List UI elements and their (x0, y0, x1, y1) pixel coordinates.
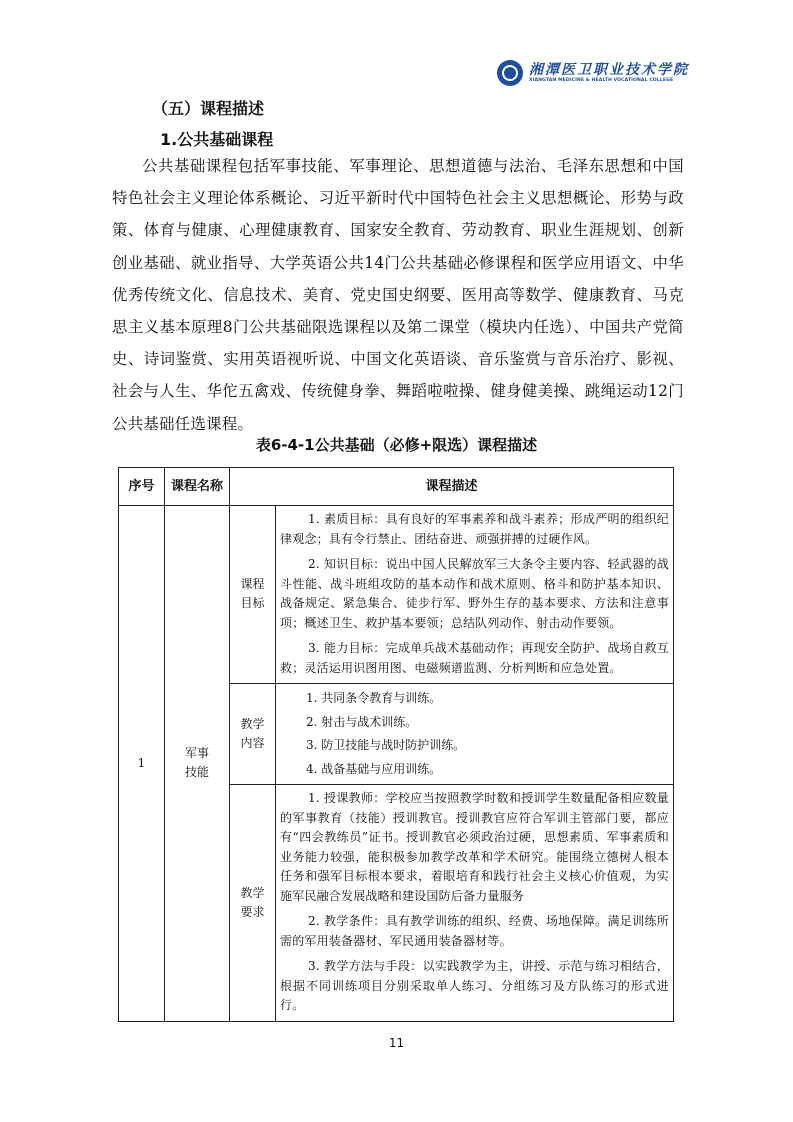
content-item: 1. 共同条令教育与训练。 (306, 691, 442, 705)
table-row (119, 506, 674, 684)
course-description-table (118, 467, 674, 1022)
requirement-item: 2. 教学条件：具有教学训练的组织、经费、场地保障。满足训练所需的军用装备器材、军民通用装备器材等。 (280, 914, 669, 948)
school-name-en: XIANGTAN MEDICINE & HEALTH VOCATIONAL COLLEGE (529, 78, 674, 83)
section-title: （五）课程描述 (152, 99, 265, 118)
subsection-title: 1.公共基础课程 (160, 130, 274, 149)
header-name: 课程名称 (165, 468, 230, 506)
goal-item: 2. 知识目标：说出中国人民解放军三大条令主要内容、轻武器的战斗性能、战斗班组攻防的基本动作和战术原则、格斗和防护基本知识、战备规定、紧急集合、徒步行军、野外生存的基本要求、方法和注意事项；概述卫生、救护基本要领；总结队列动作、射击动作要领。 (280, 557, 669, 630)
table-caption: 表6-4-1公共基础（必修+限选）课程描述 (255, 436, 538, 454)
section-label-content: 教学内容 (230, 684, 276, 785)
goal-item: 3. 能力目标：完成单兵战术基础动作；再现安全防护、战场自救互救；灵活运用识图用图、电磁频谱监测、分析判断和应急处置。 (280, 641, 669, 675)
header-desc: 课程描述 (230, 468, 674, 506)
page-number: 11 (388, 1036, 405, 1050)
content-cell (276, 684, 674, 785)
school-seal-icon (497, 60, 523, 86)
row-course-name (165, 506, 230, 1022)
header-no: 序号 (119, 468, 165, 506)
goal-item: 1. 素质目标：具有良好的军事素养和战斗素养；形成严明的组织纪律观念；具有令行禁止、团结奋进、顽强拼搏的过硬作风。 (280, 512, 669, 546)
table-header-row (119, 468, 674, 506)
section-label-goals: 课程目标 (230, 506, 276, 684)
section-label-requirements: 教学要求 (230, 785, 276, 1022)
row-no: 1 (119, 506, 165, 1022)
goals-cell (276, 506, 674, 684)
school-name-cn: 湘潭医卫职业技术学院 (529, 62, 689, 78)
content-item: 4. 战备基础与应用训练。 (306, 761, 442, 776)
school-logo (497, 60, 689, 86)
intro-paragraph: 公共基础课程包括军事技能、军事理论、思想道德与法治、毛泽东思想和中国特色社会主义理论体系概论、习近平新时代中国特色社会主义思想概论、形势与政策、体育与健康、心理健康教育、国家安全教育、劳动教育、职业生涯规划、创新创业基础、就业指导、大学英语公共14门公共基础必修课程和医学应用语文、中华优秀传统文化、信息技术、美育、党史国史纲要、医用高等数学、健康教育、马克思主义基本原理8门公共基础限选课程以及第二课堂（模块内任选）、中国共产党简史、诗词鉴赏、实用英语视听说、中国文化英语谈、音乐鉴赏与音乐治疗、影视、社会与人生、华佗五禽戏、传统健身拳、舞蹈啦啦操、健身健美操、跳绳运动12门公共基础任选课程。 (112, 157, 684, 433)
content-item: 2. 射击与战术训练。 (306, 714, 418, 729)
content-item: 3. 防卫技能与战时防护训练。 (306, 738, 466, 752)
course-name-text: 军事技能 (184, 746, 209, 779)
requirement-item: 3. 教学方法与手段：以实践教学为主，讲授、示范与练习相结合，根据不同训练项目分别采取单人练习、分组练习及方队练习的形式进行。 (280, 959, 669, 1012)
requirements-cell (276, 785, 674, 1022)
requirement-item: 1. 授课教师：学校应当按照教学时数和授训学生数量配备相应数量的军事教育（技能）授训教官。授训教官应符合军训主管部门要，都应有“四会教练员”证书。授训教官必须政治过硬，思想素质、军事素质和业务能力较强，能积极参加教学改革和学术研究。能围绕立德树人根本任务和强军目标根本要求，着眼培育和践行社会主义核心价值观，为实施军民融合发展战略和建设国防后备力量服务 (280, 791, 669, 903)
